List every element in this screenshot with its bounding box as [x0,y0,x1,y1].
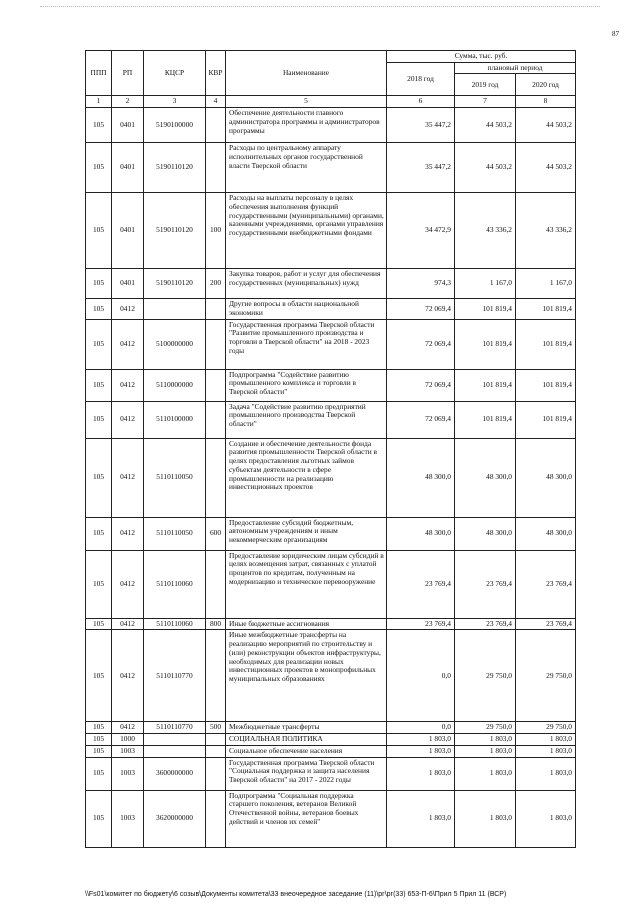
cell-rp: 1003 [112,757,144,790]
cell-2019: 101 819,4 [455,319,516,369]
cell-2019: 101 819,4 [455,369,516,401]
cell-kcsr: 5110110060 [144,550,206,618]
cell-rp: 0412 [112,369,144,401]
cell-kcsr: 5110110050 [144,438,206,517]
cell-kvr [206,745,226,757]
cell-ppp: 105 [86,269,112,299]
cell-rp: 0412 [112,550,144,618]
budget-table [85,50,576,848]
cell-2019: 44 503,2 [455,108,516,143]
cell-2018: 0,0 [387,630,455,722]
cell-rp: 1003 [112,745,144,757]
table-row [86,369,576,401]
cell-2020: 1 803,0 [516,734,576,746]
cell-kcsr: 3600000000 [144,757,206,790]
header-year-2020: 2020 год [516,74,576,96]
cell-kcsr [144,734,206,746]
cell-rp: 0412 [112,618,144,630]
cell-ppp: 105 [86,143,112,193]
cell-2018: 1 803,0 [387,745,455,757]
cell-ppp: 105 [86,734,112,746]
cell-2020: 43 336,2 [516,193,576,269]
cell-kcsr: 5110110060 [144,618,206,630]
cell-rp: 0401 [112,269,144,299]
cell-kvr [206,143,226,193]
table-row [86,143,576,193]
column-numbers-row [86,96,576,108]
cell-2020: 101 819,4 [516,401,576,438]
cell-ppp: 105 [86,193,112,269]
cell-ppp: 105 [86,108,112,143]
cell-ppp: 105 [86,517,112,550]
cell-rp: 1003 [112,790,144,847]
cell-2018: 1 803,0 [387,790,455,847]
cell-kvr [206,790,226,847]
cell-name: Задача "Содействие развитию предприятий промышленного производства Тверской области" [226,401,387,438]
table-row [86,618,576,630]
cell-ppp: 105 [86,550,112,618]
cell-2020: 29 750,0 [516,630,576,722]
cell-name: Иные бюджетные ассигнования [226,618,387,630]
cell-name: Обеспечение деятельности главного администратора программы и администраторов программы [226,108,387,143]
cell-name: Расходы на выплаты персоналу в целях обеспечения выполнения функций государственными (муниципальными) органами, казенными учреждениями, органами управления государственными внебюджетными фондами [226,193,387,269]
cell-kvr [206,108,226,143]
cell-rp: 0412 [112,438,144,517]
cell-rp: 1000 [112,734,144,746]
header-year-2019: 2019 год [455,74,516,96]
table-row [86,401,576,438]
cell-name: Создание и обеспечение деятельности фонда развития промышленности Тверской области в целях предоставления льготных займов субъектам деятельности в сфере промышленности на реализацию инвестиционных проектов [226,438,387,517]
cell-ppp: 105 [86,319,112,369]
cell-rp: 0412 [112,630,144,722]
cell-ppp: 105 [86,722,112,734]
cell-kcsr: 5190110120 [144,193,206,269]
table-row [86,630,576,722]
cell-rp: 0401 [112,143,144,193]
cell-kvr [206,757,226,790]
header-kcsr: КЦСР [144,51,206,96]
cell-kvr [206,319,226,369]
cell-kcsr: 5110100000 [144,401,206,438]
column-number: 6 [387,96,455,108]
cell-kcsr: 5190110120 [144,269,206,299]
cell-2018: 72 069,4 [387,299,455,319]
cell-rp: 0401 [112,193,144,269]
column-number: 3 [144,96,206,108]
page-number: 87 [612,30,619,38]
cell-kvr [206,550,226,618]
cell-name: СОЦИАЛЬНАЯ ПОЛИТИКА [226,734,387,746]
cell-2020: 23 769,4 [516,550,576,618]
cell-kvr: 600 [206,517,226,550]
cell-rp: 0412 [112,517,144,550]
column-number: 4 [206,96,226,108]
cell-2018: 72 069,4 [387,401,455,438]
table-row [86,319,576,369]
table-row [86,438,576,517]
cell-ppp: 105 [86,401,112,438]
header-plan-period: плановый период [455,62,576,74]
cell-2020: 101 819,4 [516,369,576,401]
cell-kcsr [144,745,206,757]
cell-ppp: 105 [86,618,112,630]
cell-name: Государственная программа Тверской области "Развитие промышленного производства и торговли в Тверской области" на 2018 - 2023 годы [226,319,387,369]
cell-2018: 48 300,0 [387,517,455,550]
column-number: 7 [455,96,516,108]
cell-2018: 23 769,4 [387,550,455,618]
cell-2018: 1 803,0 [387,757,455,790]
cell-2018: 35 447,2 [387,143,455,193]
cell-name: Другие вопросы в области национальной экономики [226,299,387,319]
cell-name: Межбюджетные трансферты [226,722,387,734]
cell-kvr: 200 [206,269,226,299]
cell-2019: 1 167,0 [455,269,516,299]
cell-2018: 72 069,4 [387,369,455,401]
table-header [86,51,576,108]
cell-2019: 48 300,0 [455,517,516,550]
cell-2020: 1 803,0 [516,790,576,847]
cell-rp: 0412 [112,319,144,369]
cell-kvr [206,401,226,438]
cell-2019: 44 503,2 [455,143,516,193]
cell-2018: 34 472,9 [387,193,455,269]
table-row [86,757,576,790]
file-path-footer: \\Fs01\комитет по бюджету\6 созыв\Документы комитета\33 внеочередное заседание (11)\рг\рг(33) 653-П-6\Прил 5 Прил 11 (ВСР) [85,891,507,898]
cell-rp: 0401 [112,108,144,143]
cell-2020: 101 819,4 [516,319,576,369]
table-row [86,745,576,757]
cell-kvr [206,299,226,319]
cell-kcsr: 5110000000 [144,369,206,401]
scan-top-edge [40,6,600,7]
cell-rp: 0412 [112,401,144,438]
cell-rp: 0412 [112,722,144,734]
cell-kcsr: 3620000000 [144,790,206,847]
table-row [86,269,576,299]
cell-2019: 1 803,0 [455,790,516,847]
cell-kvr [206,630,226,722]
table-row [86,734,576,746]
cell-kvr: 500 [206,722,226,734]
cell-kvr [206,438,226,517]
cell-2019: 23 769,4 [455,550,516,618]
header-name: Наименование [226,51,387,96]
cell-kcsr: 5110110050 [144,517,206,550]
cell-2018: 35 447,2 [387,108,455,143]
column-number: 2 [112,96,144,108]
cell-ppp: 105 [86,757,112,790]
cell-2019: 1 803,0 [455,757,516,790]
cell-2019: 23 769,4 [455,618,516,630]
cell-2020: 44 503,2 [516,108,576,143]
column-number: 8 [516,96,576,108]
header-sum: Сумма, тыс. руб. [387,51,576,63]
cell-kvr [206,734,226,746]
cell-name: Расходы по центральному аппарату исполнительных органов государственной власти Тверской области [226,143,387,193]
cell-2020: 23 769,4 [516,618,576,630]
cell-kcsr: 5190100000 [144,108,206,143]
cell-rp: 0412 [112,299,144,319]
cell-2020: 48 300,0 [516,438,576,517]
table-row [86,299,576,319]
header-year-2018: 2018 год [387,62,455,96]
cell-name: Предоставление субсидий бюджетным, автономным учреждениям и иным некоммерческим организациям [226,517,387,550]
cell-2018: 1 803,0 [387,734,455,746]
cell-2019: 29 750,0 [455,722,516,734]
cell-kcsr: 5110110770 [144,722,206,734]
cell-2020: 101 819,4 [516,299,576,319]
cell-2019: 29 750,0 [455,630,516,722]
cell-kcsr: 5110110770 [144,630,206,722]
cell-2020: 48 300,0 [516,517,576,550]
cell-ppp: 105 [86,790,112,847]
table-row [86,108,576,143]
cell-2019: 1 803,0 [455,734,516,746]
cell-2018: 72 069,4 [387,319,455,369]
header-rp: РП [112,51,144,96]
cell-name: Иные межбюджетные трансферты на реализацию мероприятий по строительству и (или) реконструкции объектов инфраструктуры, необходимых для реализации новых инвестиционных проектов в монопрофильных муниципальных образованиях [226,630,387,722]
cell-kcsr: 5100000000 [144,319,206,369]
cell-name: Подпрограмма "Содействие развитию промышленного комплекса и торговли в Тверской области" [226,369,387,401]
cell-ppp: 105 [86,369,112,401]
cell-2020: 1 803,0 [516,745,576,757]
cell-ppp: 105 [86,438,112,517]
header-kvr: КВР [206,51,226,96]
cell-2019: 48 300,0 [455,438,516,517]
table-row [86,517,576,550]
cell-name: Государственная программа Тверской области "Социальная поддержка и защита населения Тверской области" на 2017 - 2022 годы [226,757,387,790]
cell-kvr: 800 [206,618,226,630]
cell-2019: 43 336,2 [455,193,516,269]
cell-kvr [206,369,226,401]
table-row [86,790,576,847]
cell-name: Закупка товаров, работ и услуг для обеспечения государственных (муниципальных) нужд [226,269,387,299]
cell-2019: 1 803,0 [455,745,516,757]
cell-kcsr: 5190110120 [144,143,206,193]
cell-name: Социальное обеспечение населения [226,745,387,757]
table-row [86,550,576,618]
column-number: 1 [86,96,112,108]
cell-2018: 0,0 [387,722,455,734]
cell-2019: 101 819,4 [455,299,516,319]
cell-name: Подпрограмма "Социальная поддержка старшего поколения, ветеранов Великой Отечественной войны, ветеранов боевых действий и членов их семей" [226,790,387,847]
cell-2020: 29 750,0 [516,722,576,734]
cell-2018: 974,3 [387,269,455,299]
cell-name: Предоставление юридическим лицам субсидий в целях возмещения затрат, связанных с уплатой процентов по кредитам, полученным на модернизацию и техническое перевооружение [226,550,387,618]
cell-2020: 44 503,2 [516,143,576,193]
table-row [86,193,576,269]
cell-2018: 48 300,0 [387,438,455,517]
cell-2019: 101 819,4 [455,401,516,438]
cell-2020: 1 167,0 [516,269,576,299]
header-ppp: ППП [86,51,112,96]
table-row [86,722,576,734]
cell-2018: 23 769,4 [387,618,455,630]
cell-ppp: 105 [86,299,112,319]
cell-kcsr [144,299,206,319]
column-number: 5 [226,96,387,108]
cell-kvr: 100 [206,193,226,269]
table-body [86,108,576,847]
cell-ppp: 105 [86,745,112,757]
cell-2020: 1 803,0 [516,757,576,790]
cell-ppp: 105 [86,630,112,722]
